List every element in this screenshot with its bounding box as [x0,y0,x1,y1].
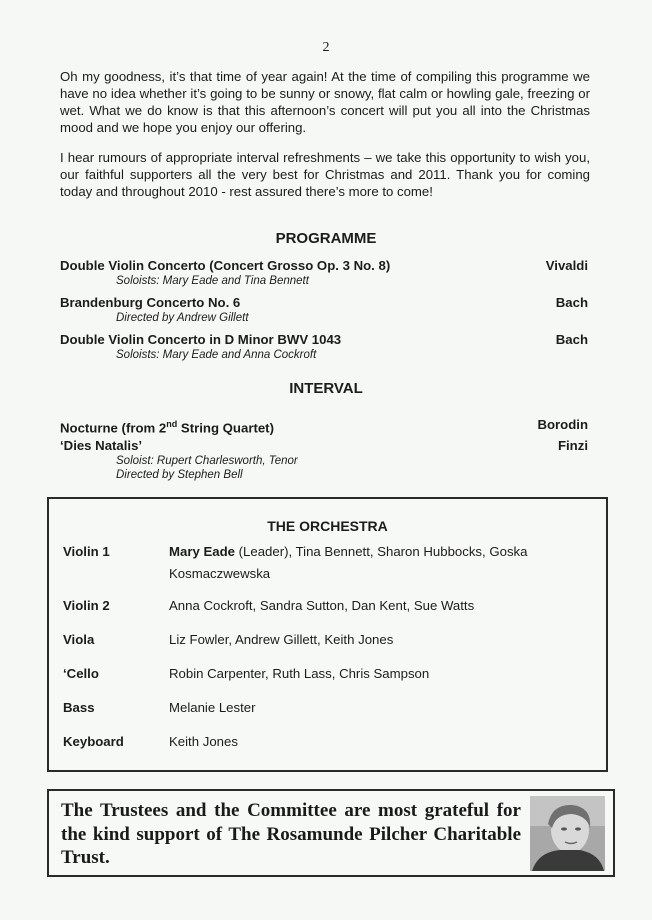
composer: Finzi [557,438,588,453]
orchestra-section [63,629,603,651]
orchestra-section [63,541,603,585]
interval-heading: INTERVAL [289,380,363,397]
section-members: Mary Eade (Leader), Tina Bennett, Sharon Hubbocks, Goska Kosmaczwewska [169,544,528,581]
piece-detail: Directed by Stephen Bell [116,469,243,481]
orchestra-section [63,731,603,753]
programme-item [60,331,588,362]
piece-detail: Soloist: Rupert Charlesworth, Tenor [116,455,298,467]
intro-paragraph-2: I hear rumours of appropriate interval refreshments – we take this opportunity to wish you, our faithful supporters all the very best for Christmas and 2011. Thank you for coming today and throughout 2010 - rest assured there’s more to come! [60,150,590,199]
piece-title: Double Violin Concerto in D Minor BWV 1043 [60,332,342,347]
piece-title: Double Violin Concerto (Concert Grosso Op. 3 No. 8) [60,258,391,273]
programme-item [60,257,588,288]
orchestra-heading: THE ORCHESTRA [267,518,388,534]
piece-detail: Soloists: Mary Eade and Anna Cockroft [116,349,317,361]
orchestra-section [63,697,603,719]
section-label: Keyboard [63,734,124,749]
section-members: Robin Carpenter, Ruth Lass, Chris Sampson [169,666,430,681]
section-members: Anna Cockroft, Sandra Sutton, Dan Kent, Sue Watts [169,598,475,613]
programme-heading: PROGRAMME [275,230,377,247]
piece-detail: Soloists: Mary Eade and Tina Bennett [116,275,309,287]
orchestra-section [63,595,603,617]
programme-item [60,294,588,325]
section-label: Violin 2 [63,598,110,613]
composer: Vivaldi [545,258,588,273]
piece-detail: Directed by Andrew Gillett [116,312,249,324]
orchestra-box [47,497,608,772]
portrait-photo [530,796,605,871]
piece-title: ‘Dies Natalis’ [60,438,143,453]
section-label: ‘Cello [63,666,99,681]
trust-acknowledgement: The Trustees and the Committee are most grateful for the kind support of The Rosamunde Pilcher Charitable Trust. [61,800,521,868]
composer: Bach [555,332,588,347]
section-members: Liz Fowler, Andrew Gillett, Keith Jones [169,632,394,647]
leader-name: Mary Eade [169,544,235,559]
section-label: Viola [63,632,95,647]
trust-acknowledgement-box [47,789,615,877]
page-number: 2 [322,40,330,55]
programme-item [60,416,588,436]
intro-paragraph-1: Oh my goodness, it’s that time of year again! At the time of compiling this programme we have no idea whether it’s going to be sunny or snowy, flat calm or howling gale, freezing or wet. What we do know is that this afternoon’s concert will put you all into the Christmas mood and we hope you enjoy our offering. [60,69,590,135]
programme-item [60,437,588,482]
piece-title: Nocturne (from 2nd String Quartet) [60,419,274,436]
section-members: Keith Jones [169,734,238,749]
section-label: Bass [63,700,95,715]
piece-title: Brandenburg Concerto No. 6 [60,295,241,310]
composer: Bach [555,295,588,310]
section-members: Melanie Lester [169,700,256,715]
section-label: Violin 1 [63,544,110,559]
orchestra-section [63,663,603,685]
composer: Borodin [537,417,588,432]
